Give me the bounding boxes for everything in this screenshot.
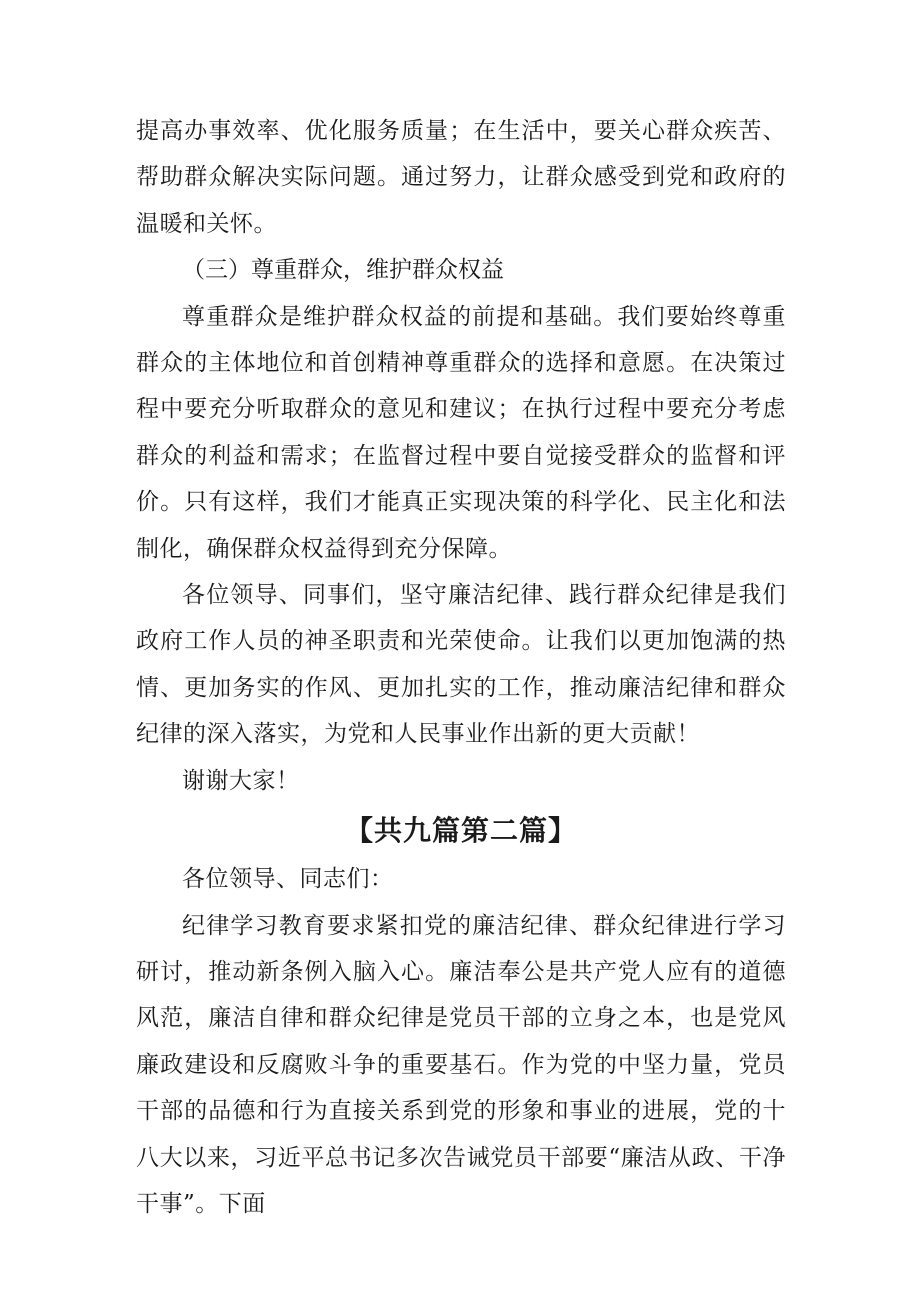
paragraph-intro: 纪律学习教育要求紧扣党的廉洁纪律、群众纪律进行学习研讨，推动新条例入脑入心。廉洁奉公是共产党人应有的道德风范，廉洁自律和群众纪律是党员干部的立身之本，也是党风廉政建设和反腐败斗争的重要基石。作为党的中坚力量，党员干部的品德和行为直接关系到党的形象和事业的进展，党的十八大以来，习近平总书记多次告诫党员干部要“廉洁从政、干净干事”。下面 bbox=[136, 912, 786, 1217]
thanks-line: 谢谢大家！ bbox=[182, 767, 300, 794]
paragraph-respect-masses: 尊重群众是维护群众权益的前提和基础。我们要始终尊重群众的主体地位和首创精神尊重群众的选择和意愿。在决策过程中要充分听取群众的意见和建议；在执行过程中要充分考虑群众的利益和需求；在监督过程中要自觉接受群众的监督和评价。只有这样，我们才能真正实现决策的科学化、民主化和法制化，确保群众权益得到充分保障。 bbox=[136, 303, 786, 562]
greeting-line: 各位领导、同志们： bbox=[182, 866, 394, 893]
paragraph-continued: 提高办事效率、优化服务质量；在生活中，要关心群众疾苦、帮助群众解决实际问题。通过努力，让群众感受到党和政府的温暖和关怀。 bbox=[136, 118, 786, 237]
paragraph-closing-remarks: 各位领导、同事们，坚守廉洁纪律、践行群众纪律是我们政府工作人员的神圣职责和光荣使命。让我们以更加饱满的热情、更加务实的作风、更加扎实的工作，推动廉洁纪律和群众纪律的深入落实，为党和人民事业作出新的更大贡献！ bbox=[136, 582, 786, 748]
subheading-respect-masses: （三）尊重群众，维护群众权益 bbox=[182, 257, 504, 284]
document-body bbox=[136, 108, 786, 1227]
section-title: 【共九篇第二篇】 bbox=[344, 814, 577, 848]
